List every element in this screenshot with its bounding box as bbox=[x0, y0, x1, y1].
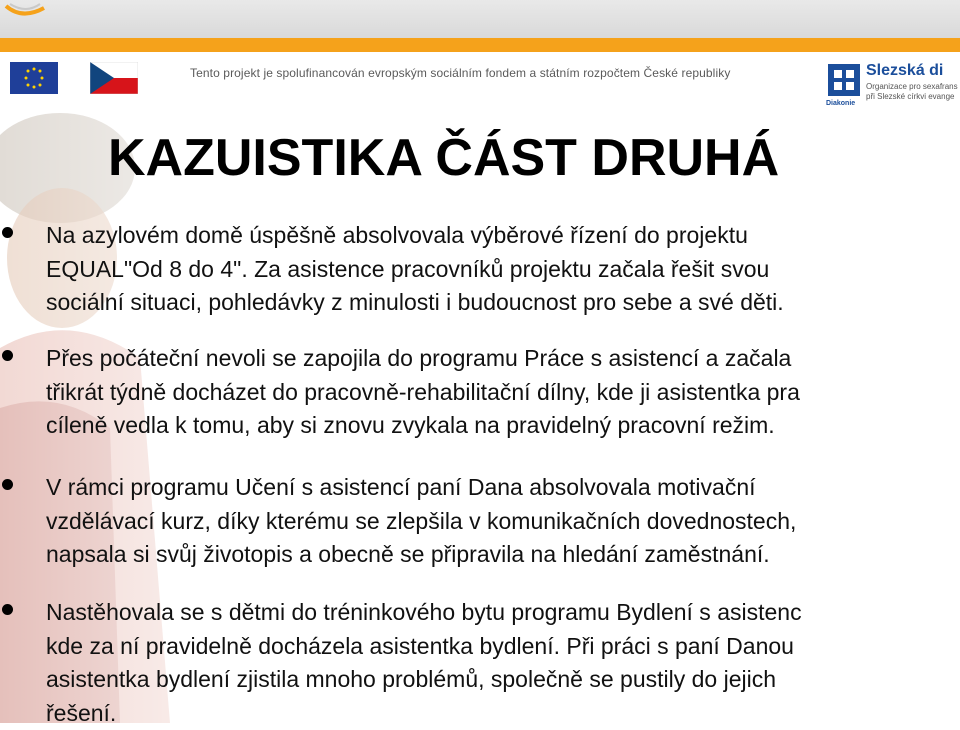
funding-statement: Tento projekt je spolufinancován evropským sociálním fondem a státním rozpočtem České republiky bbox=[190, 66, 731, 80]
bullet-4-line-4: řešení. bbox=[46, 699, 117, 726]
bullet-paragraph-1 bbox=[46, 219, 960, 320]
czech-flag-icon bbox=[90, 62, 138, 94]
org-badge: Diakonie bbox=[826, 100, 856, 107]
bullet-3-line-1: V rámci programu Učení s asistencí paní Dana absolvovala motivační bbox=[46, 474, 756, 500]
bullet-marker-1 bbox=[0, 223, 20, 243]
org-subtitle-2: při Slezské církvi evange bbox=[866, 92, 955, 101]
bullet-marker-2 bbox=[0, 346, 20, 366]
bullet-marker-4 bbox=[0, 600, 20, 620]
bullet-2-line-1: Přes počáteční nevoli se zapojila do programu Práce s asistencí a začala bbox=[46, 345, 792, 371]
bullet-3-line-3: napsala si svůj životopis a obecně se připravila na hledání zaměstnání. bbox=[46, 541, 770, 568]
bullet-4-line-3: asistentka bydlení zjistila mnoho problémů, společně se pustily do jejich bbox=[46, 666, 777, 693]
bullet-paragraph-4 bbox=[46, 596, 960, 730]
bullet-paragraph-3 bbox=[46, 471, 960, 572]
top-orange-bar bbox=[0, 38, 960, 52]
bullet-1-line-2: EQUAL"Od 8 do 4". Za asistence pracovníků projektu začala řešit svou bbox=[46, 255, 770, 282]
org-name: Slezská di bbox=[866, 62, 944, 79]
bullet-4-line-2: kde za ní pravidelně docházela asistentka bydlení. Při práci s paní Danou bbox=[46, 632, 794, 659]
bullet-3-line-2: vzdělávací kurz, díky kterému se zlepšila v komunikačních dovednostech, bbox=[46, 507, 797, 534]
eu-flag-icon bbox=[10, 62, 58, 94]
bullet-paragraph-2 bbox=[46, 342, 960, 443]
slide-title: KAZUISTIKA ČÁST DRUHÁ bbox=[108, 129, 780, 187]
corner-logo-icon bbox=[0, 0, 70, 22]
top-gray-bar bbox=[0, 0, 960, 38]
bullet-marker-3 bbox=[0, 475, 20, 495]
org-subtitle-1: Organizace pro sexafrans bbox=[866, 82, 958, 91]
bullet-4-line-1: Nastěhovala se s dětmi do tréninkového bytu programu Bydlení s asistenc bbox=[46, 599, 802, 625]
bullet-2-line-2: třikrát týdně docházet do pracovně-rehabilitační dílny, kde ji asistentka pra bbox=[46, 378, 800, 405]
bullet-1-line-3: sociální situaci, pohledávky z minulosti i budoucnost pro sebe a své děti. bbox=[46, 289, 784, 316]
bullet-2-line-3: cíleně vedla k tomu, aby si znovu zvykala na pravidelný pracovní režim. bbox=[46, 412, 775, 439]
bullet-1-line-1: Na azylovém domě úspěšně absolvovala výběrové řízení do projektu bbox=[46, 222, 748, 248]
funding-banner bbox=[0, 52, 960, 108]
